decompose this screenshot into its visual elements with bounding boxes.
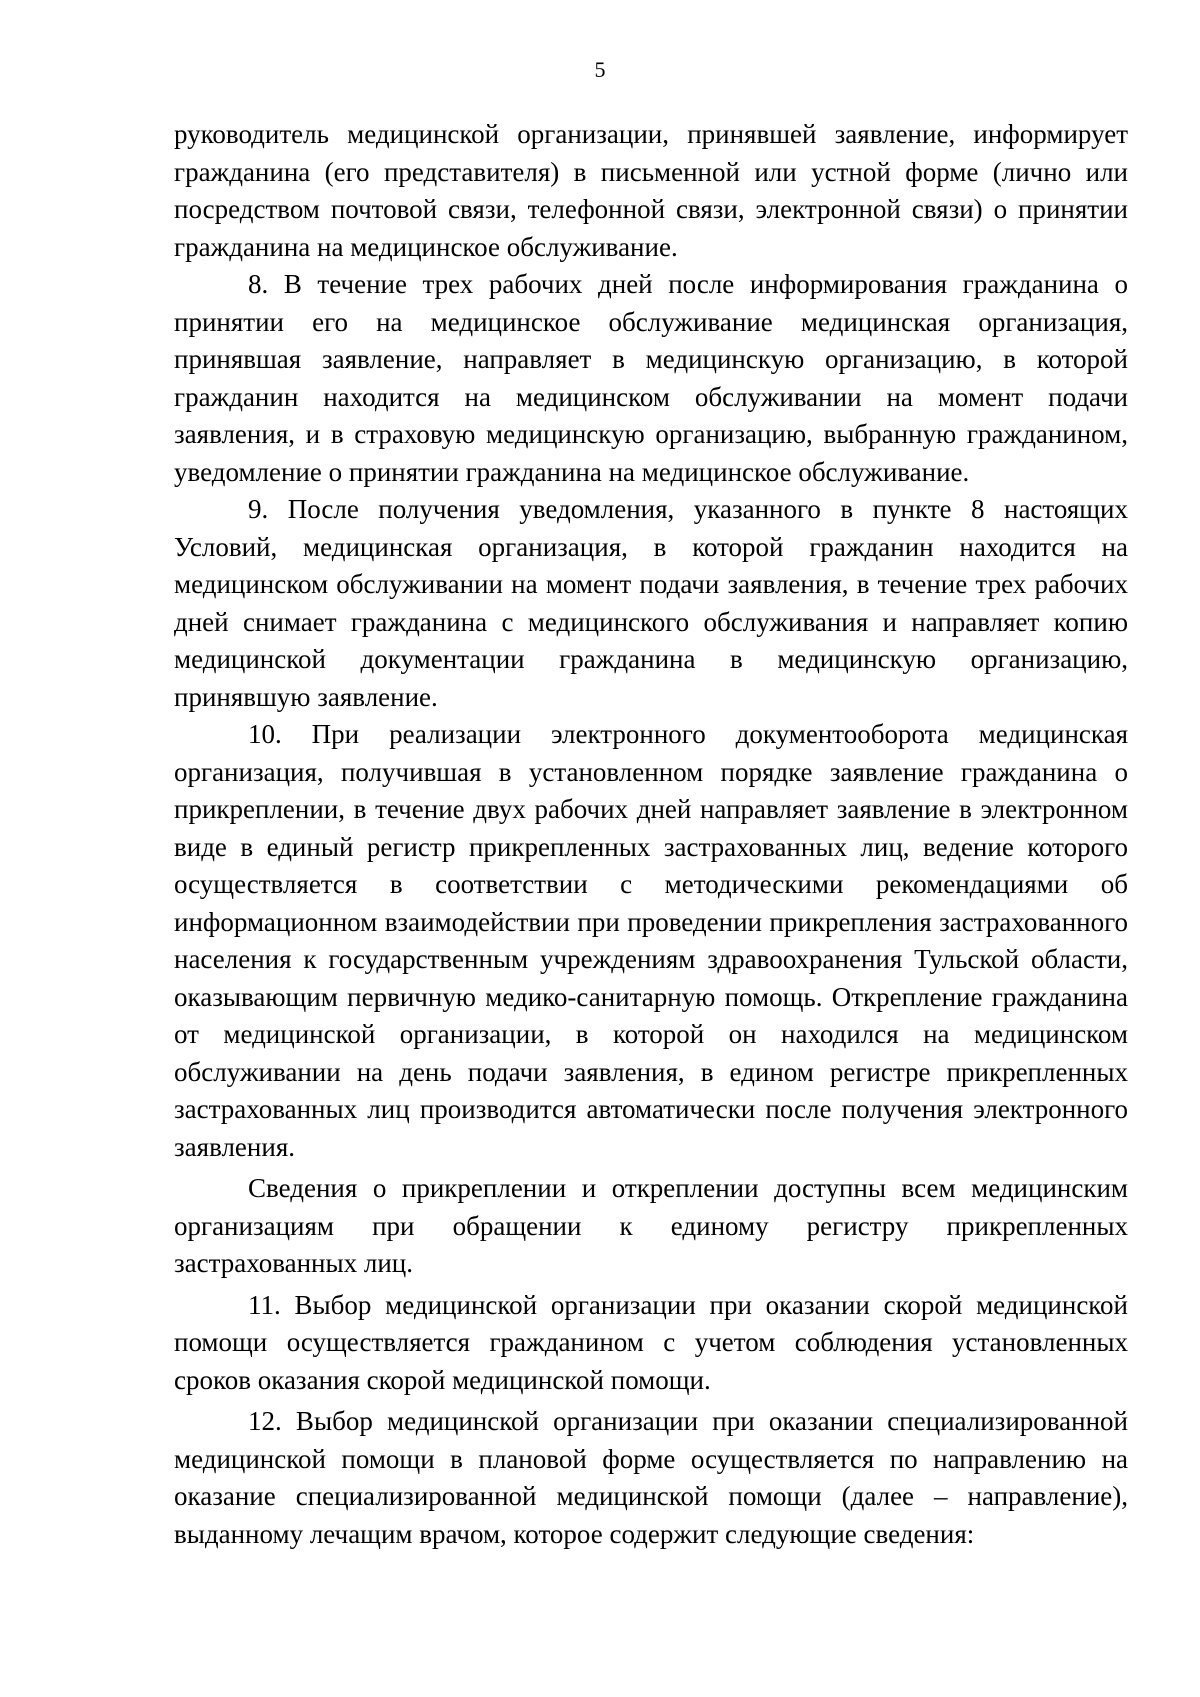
page-number: 5 [594,57,606,82]
paragraph-item-10: 10. При реализации электронного документооборота медицинская организация, получившая в установленном порядке заявление гражданина о прикреплении, в течение двух рабочих дней направляет заявление в электронном виде в единый регистр прикрепленных застрахованных лиц, ведение которого осуществляется в соответствии с методическими рекомендациями об информационном взаимодействии при проведении прикрепления застрахованного населения к государственным учреждениям здравоохранения Тульской области, оказывающим первичную медико-санитарную помощь. Открепление гражданина от медицинской организации, в которой он находился на медицинском обслуживании на день подачи заявления, в едином регистре прикрепленных застрахованных лиц производится автоматически после получения электронного заявления. [174,719,1128,1162]
paragraph-continuation: руководитель медицинской организации, принявшей заявление, информирует гражданина (его представителя) в письменной или устной форме (лично или посредством почтовой связи, телефонной связи, электронной связи) о принятии гражданина на медицинское обслуживание. [174,119,1128,262]
paragraph-registry-info: Сведения о прикреплении и откреплении доступны всем медицинским организациям при обращении к единому регистру прикрепленных застрахованных лиц. [174,1173,1128,1278]
paragraph-item-12: 12. Выбор медицинской организации при оказании специализированной медицинской помощи в плановой форме осуществляется по направлению на оказание специализированной медицинской помощи (далее – направление), выданному лечащим врачом, которое содержит следующие сведения: [174,1406,1128,1549]
paragraph-item-8: 8. В течение трех рабочих дней после информирования гражданина о принятии его на медицинское обслуживание медицинская организация, принявшая заявление, направляет в медицинскую организацию, в которой гражданин находится на медицинском обслуживании на момент подачи заявления, и в страховую медицинскую организацию, выбранную гражданином, уведомление о принятии гражданина на медицинское обслуживание. [174,269,1128,487]
paragraph-item-9: 9. После получения уведомления, указанного в пункте 8 настоящих Условий, медицинская организация, в которой гражданин находится на медицинском обслуживании на момент подачи заявления, в течение трех рабочих дней снимает гражданина с медицинского обслуживания и направляет копию медицинской документации гражданина в медицинскую организацию, принявшую заявление. [174,494,1128,712]
paragraph-item-11: 11. Выбор медицинской организации при оказании скорой медицинской помощи осуществляется гражданином с учетом соблюдения установленных сроков оказания скорой медицинской помощи. [174,1289,1128,1395]
document-body [174,116,1128,1553]
